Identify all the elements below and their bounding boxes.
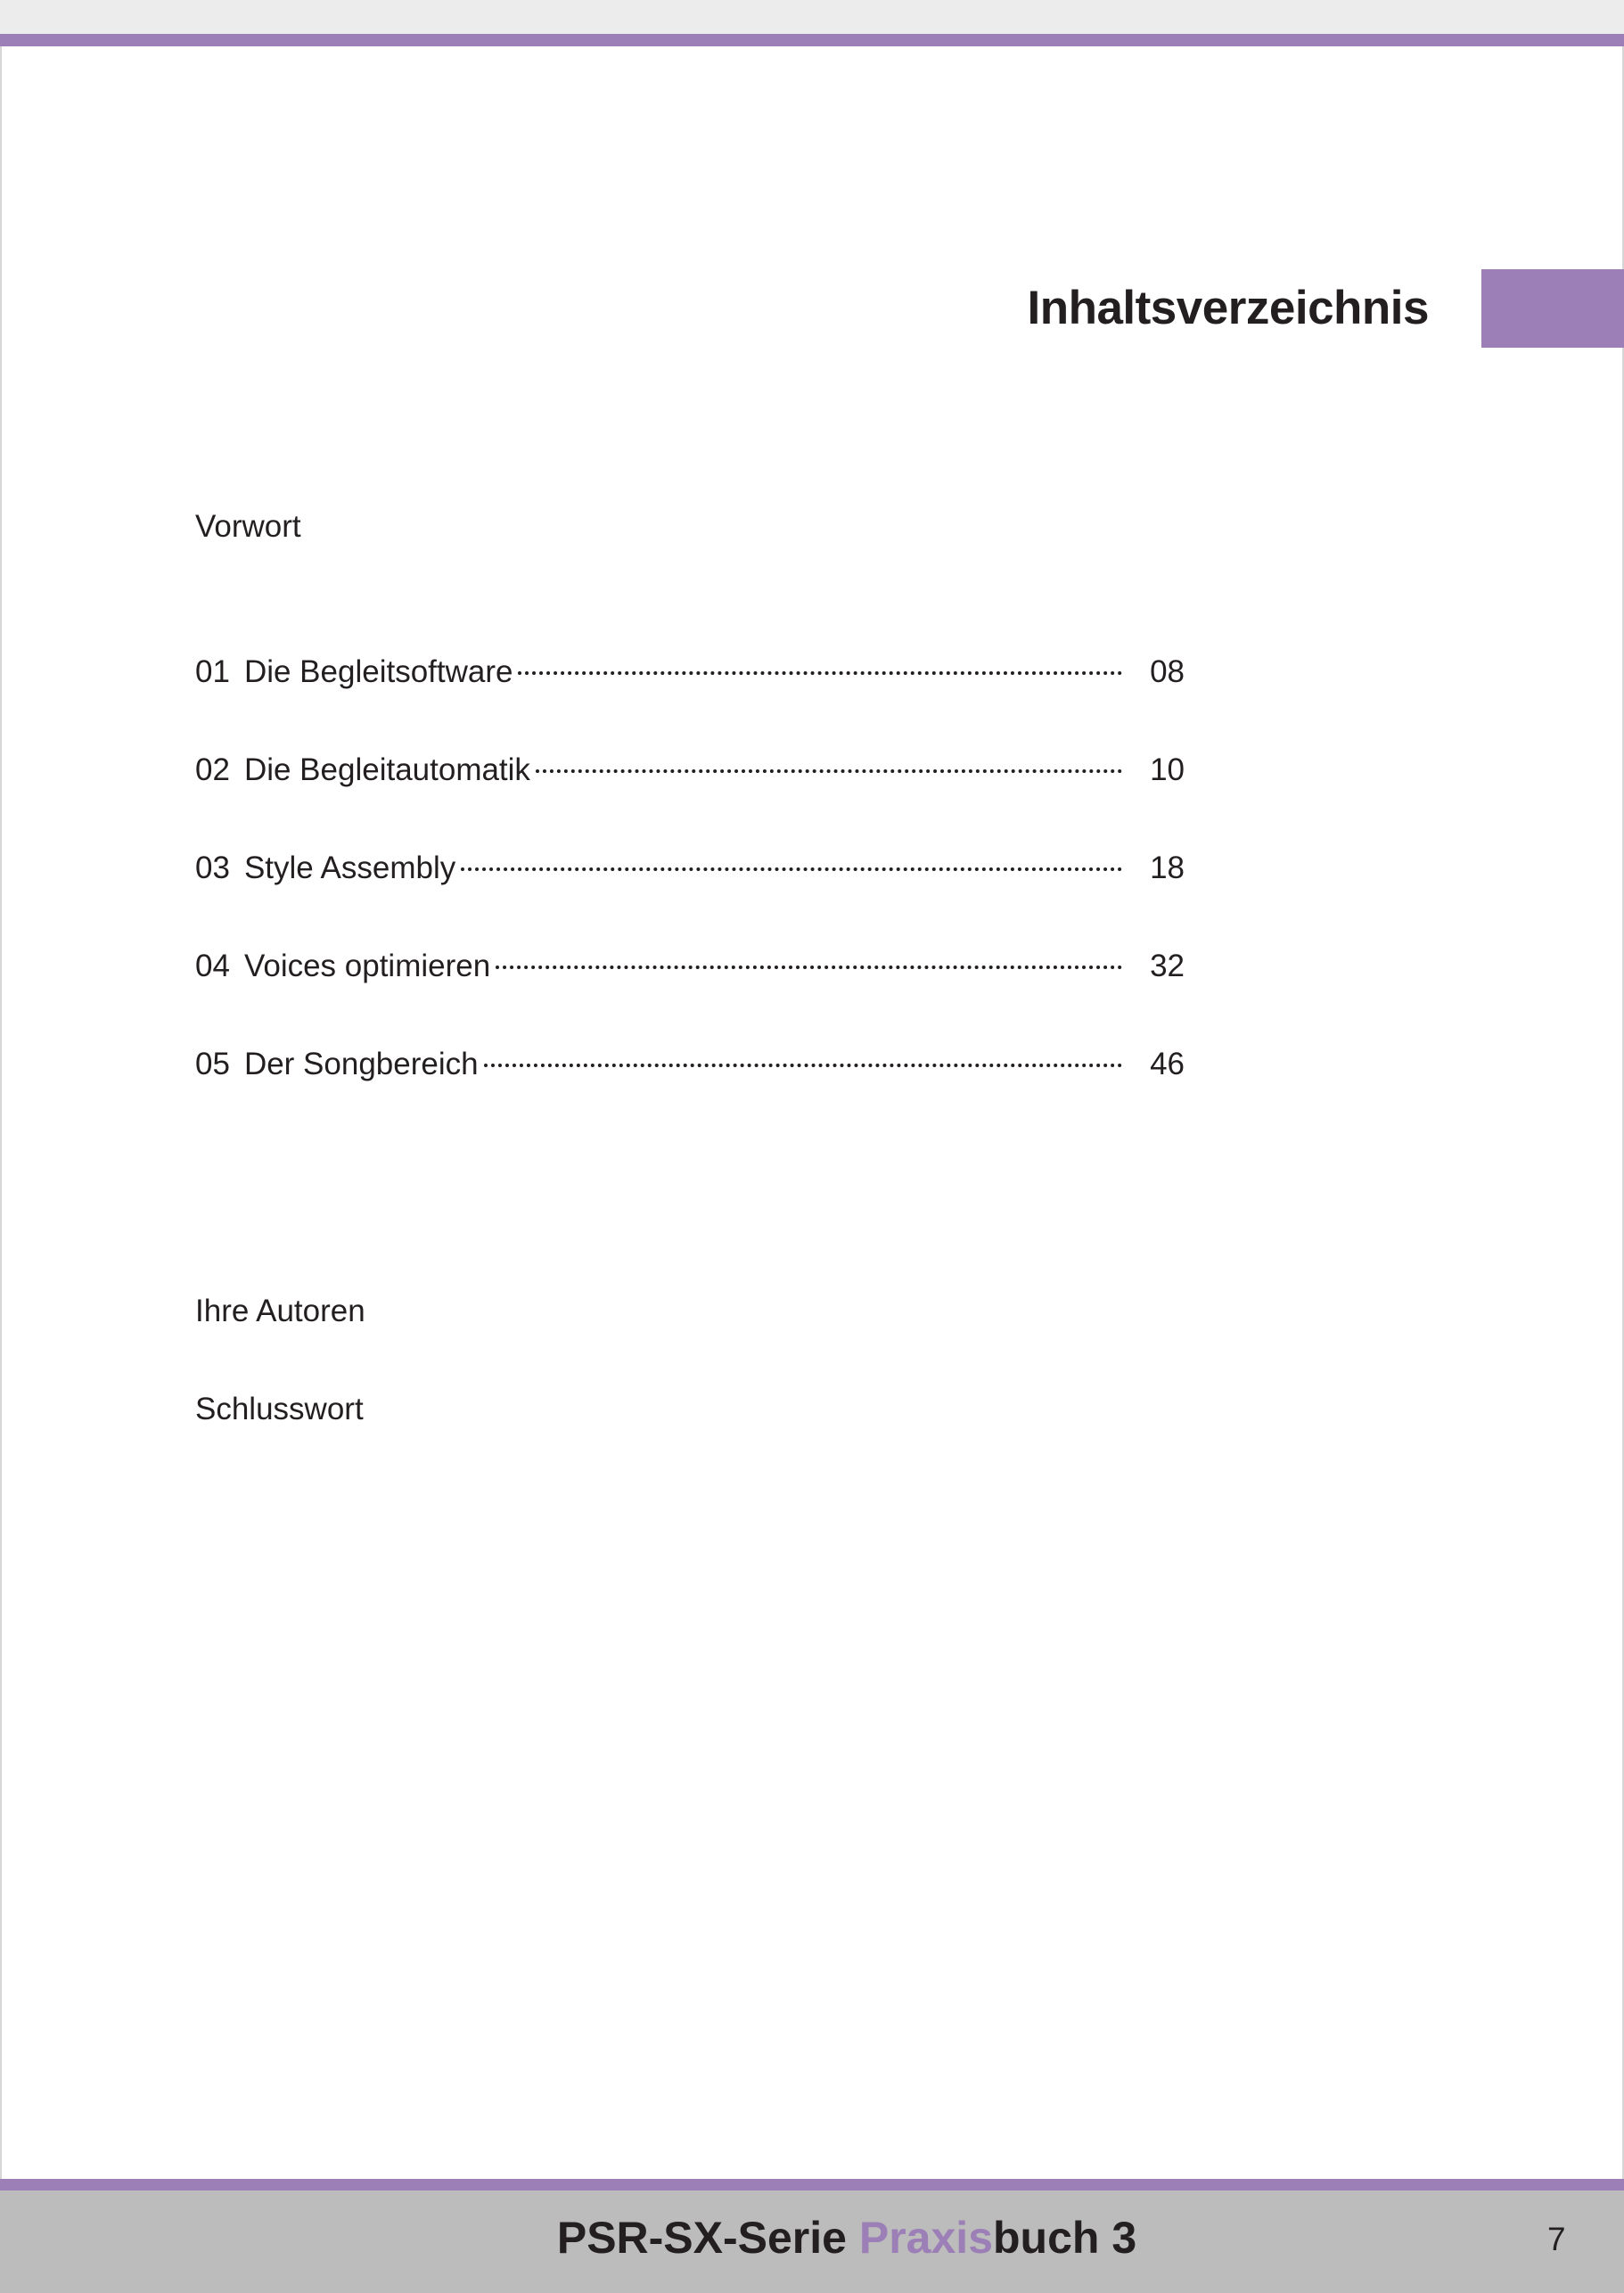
toc-dot-leader [461,867,1122,871]
toc-chapter-label: Style Assembly [243,851,456,885]
toc-page-number: 10 [1150,752,1185,787]
title-accent-tab [1481,269,1624,348]
page-edge-left [0,46,2,2179]
toc-page-number: 18 [1150,851,1185,885]
footer-accent-word: Praxis [858,2213,993,2263]
toc-chapter-label: Der Songbereich [243,1047,479,1081]
toc-chapter-number: 02 [195,752,230,787]
toc-entry-schlusswort: Schlusswort [195,1392,364,1426]
toc-row [195,849,1185,888]
toc-row [195,653,1185,692]
footer-accent-rule [0,2179,1624,2190]
toc-chapter-number: 05 [195,1047,230,1081]
toc-chapter-label: Voices optimieren [243,949,491,983]
toc-dot-leader [518,671,1122,675]
toc-entry-ihre-autoren: Ihre Autoren [195,1294,365,1328]
toc-chapter-list [195,653,1185,1143]
toc-page-number: 32 [1150,949,1185,983]
toc-dot-leader [496,966,1122,969]
toc-dot-leader [536,769,1122,773]
top-strip [0,0,1624,34]
footer-series-name: PSR-SX-Serie [556,2213,847,2263]
toc-row [195,751,1185,790]
toc-row [195,1045,1185,1084]
toc-row [195,947,1185,986]
top-accent-rule [0,34,1624,46]
toc-page-number: 08 [1150,654,1185,689]
toc-chapter-label: Die Begleitautomatik [243,752,530,787]
toc-chapter-number: 01 [195,654,230,689]
footer-book-title [0,2209,1624,2266]
page-number: 7 [1547,2221,1566,2257]
page-title: Inhaltsverzeichnis [1027,282,1429,334]
toc-chapter-label: Die Begleitsoftware [243,654,513,689]
toc-chapter-number: 04 [195,949,230,983]
toc-chapter-number: 03 [195,851,230,885]
toc-page-number: 46 [1150,1047,1185,1081]
toc-entry-vorwort: Vorwort [195,509,301,544]
footer-title-rest: buch 3 [993,2213,1137,2263]
toc-dot-leader [484,1064,1122,1067]
